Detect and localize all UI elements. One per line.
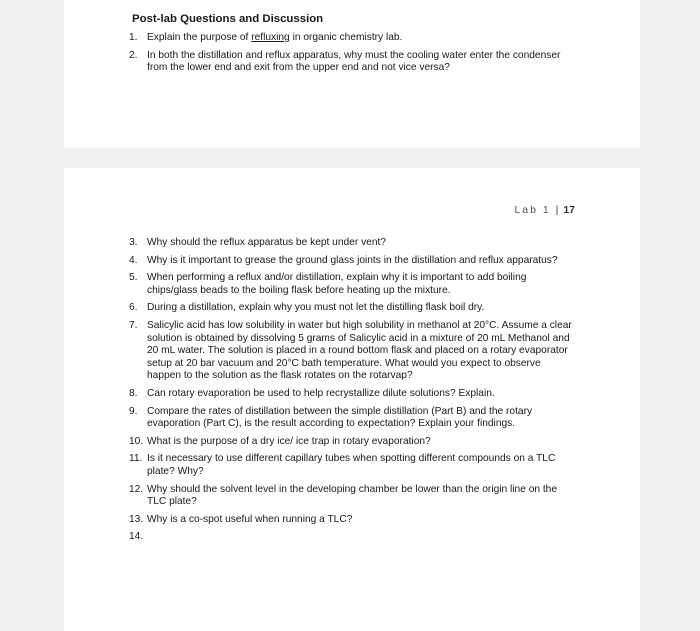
question-text: Why is it important to grease the ground glass joints in the distillation and reflux apparatus? <box>147 254 558 266</box>
question-number: 11. <box>129 453 143 465</box>
list-item <box>129 484 575 509</box>
question-text: During a distillation, explain why you must not let the distilling flask boil dry. <box>147 302 485 314</box>
question-text: Compare the rates of distillation between the simple distillation (Part B) and the rotary evaporation (Part C), is the result according to expectation? Explain your findings. <box>147 405 533 430</box>
question-number: 10. <box>129 435 144 447</box>
question-list <box>129 32 579 80</box>
question-number: 7. <box>129 319 138 331</box>
list-item <box>129 50 579 75</box>
list-item <box>129 302 575 315</box>
header-label: Lab 1 <box>514 204 551 216</box>
question-number: 3. <box>129 237 138 248</box>
question-number: 4. <box>129 254 138 266</box>
question-text: Explain the purpose of refluxing in organic chemistry lab. <box>147 32 403 43</box>
question-number: 14. <box>129 531 144 543</box>
question-text: Why is a co-spot useful when running a TLC? <box>147 513 353 525</box>
question-text: Why should the reflux apparatus be kept under vent? <box>147 237 386 248</box>
page-number: 17 <box>563 204 575 216</box>
document-page-2 <box>64 168 640 631</box>
document-page-1 <box>64 0 640 148</box>
list-item <box>129 255 575 268</box>
question-number: 6. <box>129 302 138 314</box>
question-text: Can rotary evaporation be used to help recrystallize dilute solutions? Explain. <box>147 387 495 399</box>
list-item <box>129 237 575 250</box>
question-text: Is it necessary to use different capillary tubes when spotting different compounds on a TLC plate? Why? <box>147 453 556 477</box>
page-header <box>514 204 575 216</box>
question-number: 2. <box>129 49 138 61</box>
question-text: When performing a reflux and/or distillation, explain why it is important to add boiling chips/glass beads to the boiling flask before heating up the mixture. <box>147 272 527 296</box>
question-text: Salicylic acid has low solubility in water but high solubility in methanol at 20°C. Assume a clear solution is obtained by dissolving 5 grams of Salicylic acid in a mixture of 20 mL Methanol and 20 mL water. The solution is placed in a round bottom flask and placed on a rotary evaporator setup at 20 bar vacuum and 20°C bath temperature. What would you expect to observe happen to the solution as the flask rotates on the rotarvap? <box>147 319 572 382</box>
question-number: 1. <box>129 32 138 43</box>
list-item <box>129 320 575 383</box>
list-item <box>129 406 575 431</box>
list-item <box>129 272 575 297</box>
underlined-term: refluxing <box>251 32 290 43</box>
question-number: 13. <box>129 513 144 525</box>
list-item <box>129 453 575 478</box>
list-item <box>129 32 579 45</box>
header-separator: | <box>555 204 559 216</box>
question-list <box>129 237 575 543</box>
question-text: What is the purpose of a dry ice/ ice trap in rotary evaporation? <box>147 435 431 447</box>
list-item <box>129 436 575 449</box>
question-text: Why should the solvent level in the developing chamber be lower than the origin line on the TLC plate? <box>147 483 558 508</box>
question-number: 8. <box>129 387 138 399</box>
question-number: 5. <box>129 272 138 284</box>
section-title: Post-lab Questions and Discussion <box>132 13 324 25</box>
question-number: 12. <box>129 483 144 495</box>
question-text: In both the distillation and reflux apparatus, why must the cooling water enter the condenser from the lower end and exit from the upper end and not vice versa? <box>147 49 561 74</box>
list-item <box>129 514 575 527</box>
question-number: 9. <box>129 405 138 417</box>
list-item <box>129 388 575 401</box>
